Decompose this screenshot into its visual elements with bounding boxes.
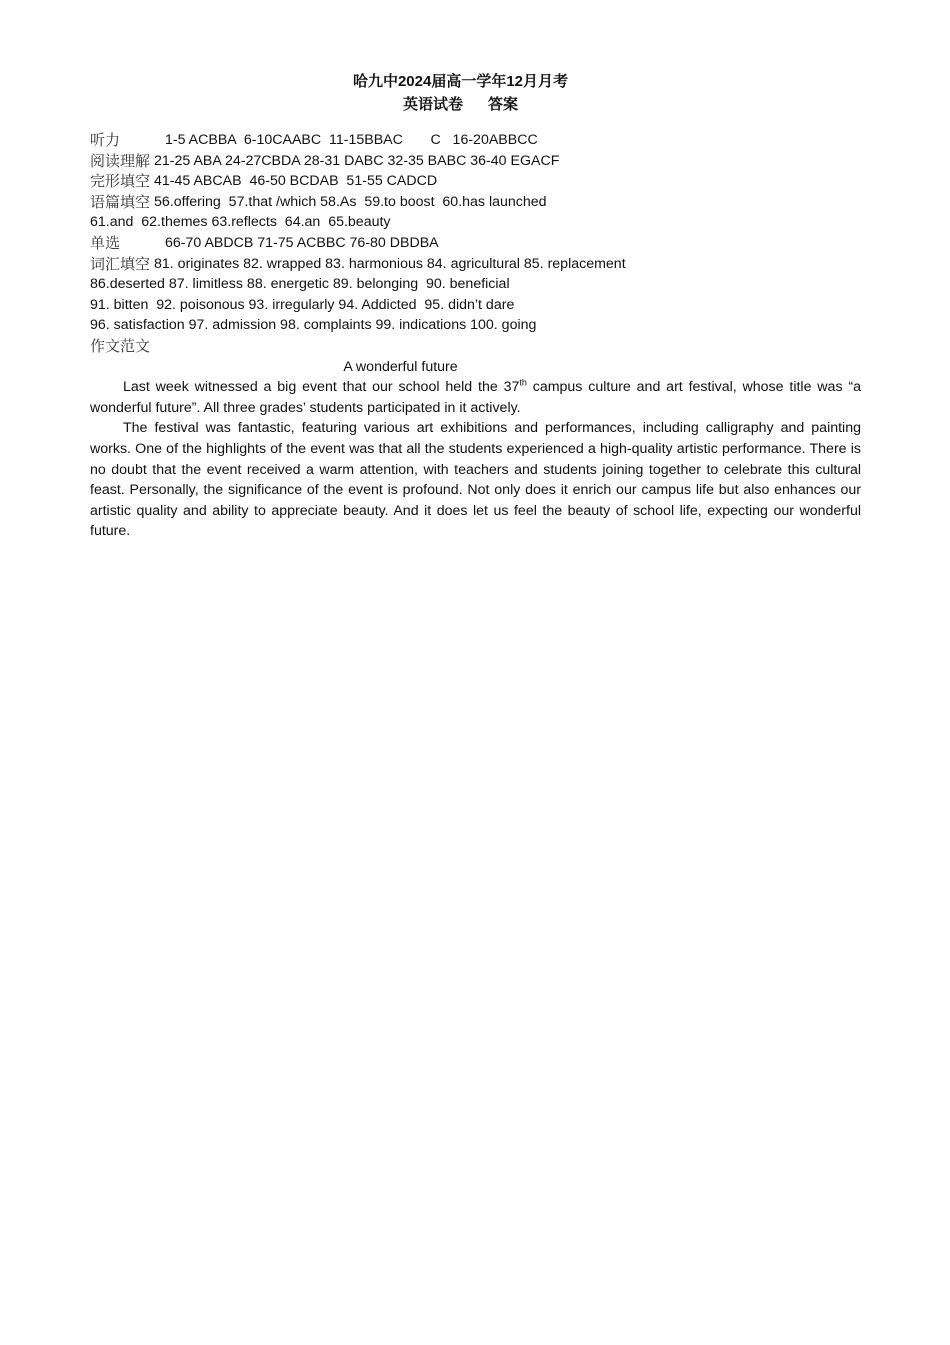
- section-label-single: 单选: [90, 233, 121, 252]
- answers-single: [90, 233, 861, 254]
- section-label-essay: 作文范文: [90, 336, 151, 355]
- section-label-vocab: 词汇填空: [90, 254, 151, 273]
- section-label-reading: 阅读理解: [90, 151, 151, 170]
- section-label-grammar: 语篇填空: [90, 192, 151, 211]
- section-label-listening: 听力: [90, 131, 121, 149]
- answers-grammar-cont: 61.and 62.themes 63.reflects 64.an 65.beauty: [90, 214, 391, 231]
- answers-reading-text: 21-25 ABA 24-27CBDA 28-31 DABC 32-35 BABC 36-40 EGACF: [154, 152, 560, 169]
- section-label-cloze: 完形填空: [90, 172, 151, 191]
- essay-section-label-row: [90, 336, 861, 357]
- essay-paragraph-2: The festival was fantastic, featuring various art exhibitions and performances, including calligraphy and painting works. One of the highlights of the event was that all the students experienced a high-quality artistic performance. There is no doubt that the event received a warm attention, with teachers and students joining together to celebrate this cultural feast. Personally, the significance of the event is profound. Not only does it enrich our campus life but also enhances our artistic quality and ability to appreciate beauty. And it does let us feel the beauty of school life, expecting our wonderful future.: [90, 420, 861, 540]
- answer-sheet: [90, 70, 861, 542]
- answers-vocab-cont-2: 91. bitten 92. poisonous 93. irregularly 94. Addicted 95. didn’t dare: [90, 296, 515, 313]
- page-subtitle: 英语试卷 答案: [402, 96, 518, 113]
- essay-paragraph-1: [90, 377, 861, 418]
- answers-vocab: [90, 254, 861, 275]
- answers-single-text: 66-70 ABDCB 71-75 ACBBC 76-80 DBDBA: [165, 234, 439, 251]
- essay-p1-before: Last week witnessed a big event that our school held the 37: [123, 379, 520, 396]
- answers-reading: [90, 151, 861, 172]
- answers-cloze-text: 41-45 ABCAB 46-50 BCDAB 51-55 CADCD: [154, 173, 438, 190]
- answers-grammar: [90, 192, 861, 213]
- essay-title: A wonderful future: [343, 358, 458, 375]
- essay-p1-superscript: th: [519, 377, 527, 388]
- answers-listening: [90, 130, 861, 151]
- answers-listening-text: 1-5 ACBBA 6-10CAABC 11-15BBAC C 16-20ABBCC: [165, 132, 538, 148]
- page-title: 哈九中2024届高一学年12月月考: [352, 73, 569, 90]
- answers-vocab-cont-1: 86.deserted 87. limitless 88. energetic 89. belonging 90. beneficial: [90, 276, 510, 293]
- answers-vocab-text: 81. originates 82. wrapped 83. harmonious 84. agricultural 85. replacement: [154, 255, 626, 272]
- answers-cloze: [90, 171, 861, 192]
- answers-grammar-text: 56.offering 57.that /which 58.As 59.to boost 60.has launched: [154, 193, 547, 210]
- answers-section: [90, 130, 861, 357]
- essay-p1-after: campus culture and art festival, whose title was “a wonderful future”. All three grades’ students participated in it actively.: [90, 379, 861, 416]
- answers-vocab-cont-3: 96. satisfaction 97. admission 98. complaints 99. indications 100. going: [90, 317, 537, 334]
